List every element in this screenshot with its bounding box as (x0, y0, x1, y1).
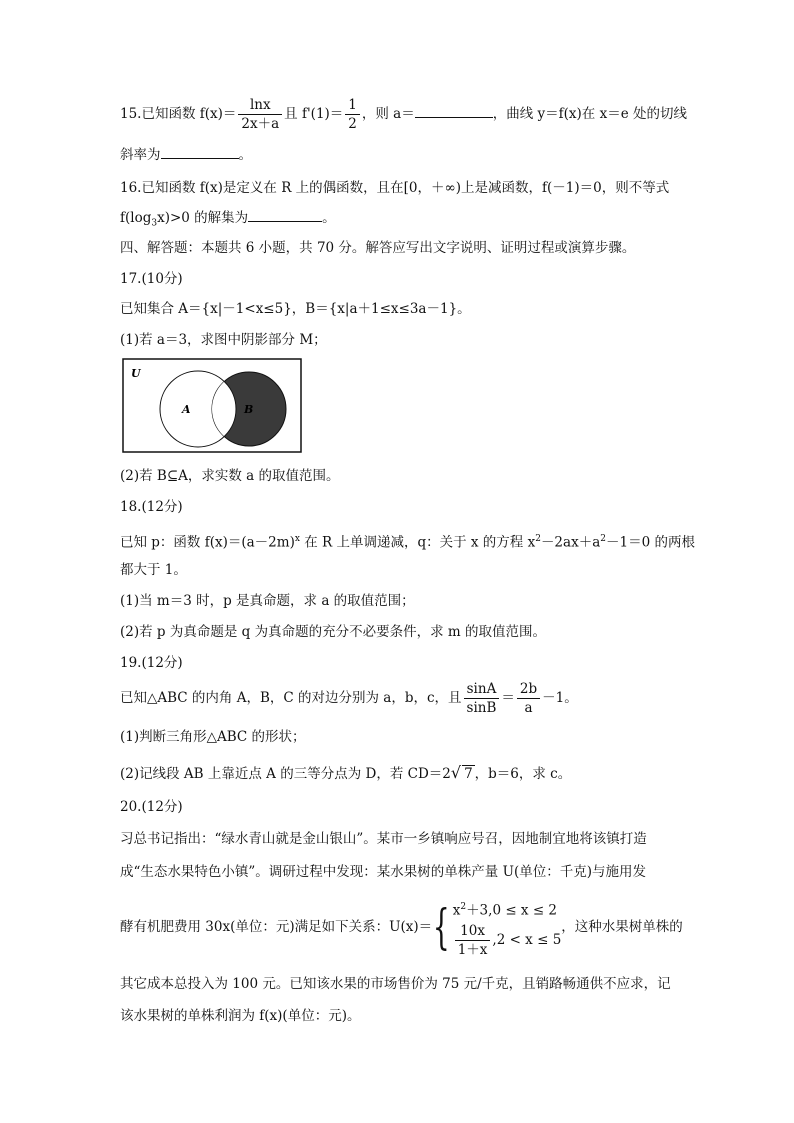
q19-l3a: (2)记线段 AB 上靠近点 A 的三等分点为 D，若 CD＝2 (120, 766, 451, 782)
q16-blank[interactable] (248, 207, 322, 222)
q19-line3 (120, 763, 571, 784)
q19-frac-2b (517, 680, 540, 717)
q15-frac-den: 2x＋a (241, 116, 280, 132)
q20-piecewise (453, 896, 562, 959)
q16-mid: x)>0 的解集为 (157, 210, 249, 226)
q20-case1-sup: 2 (460, 902, 467, 912)
q19-head: 19.(12分) (120, 655, 183, 671)
q20-l3b: ，这种水果树单株的 (561, 918, 683, 935)
q19-radicand: 7 (464, 766, 473, 782)
q17-line3: (2)若 B⊆A，求实数 a 的取值范围。 (120, 468, 340, 484)
q20-l3a: 酵有机肥费用 30x(单位：元)满足如下关系：U(x)＝ (120, 918, 433, 935)
q15-value-fraction (345, 96, 360, 133)
q18-l1a: 已知 p：函数 f(x)＝(a－2m) (120, 534, 295, 551)
q15-fraction (238, 96, 282, 133)
q19-f1-num: sinA (464, 680, 500, 699)
q18-l1c: －2ax＋a (540, 534, 601, 551)
q15-val-num: 1 (345, 96, 360, 115)
q20-case2-cond: ,2 < x ≤ 5 (492, 931, 562, 948)
q16-end: 。 (322, 210, 336, 226)
q19-f1-den: sinB (466, 700, 497, 716)
q15-after2: ，曲线 y＝f(x)在 x＝e 处的切线 (492, 106, 687, 122)
q16-line1: 16.已知函数 f(x)是定义在 R 上的偶函数，且在[0，＋∞)上是减函数，f(－1)＝0，则不等式 (120, 180, 670, 196)
venn-label-a: A (182, 403, 191, 416)
q20-case-1 (453, 896, 562, 922)
q19-f2-num: 2b (517, 680, 540, 699)
q15-val-den: 2 (348, 116, 357, 132)
venn-diagram (122, 358, 302, 453)
q20-line3 (120, 896, 683, 959)
q20-line1: 习总书记指出：“绿水青山就是金山银山”。某市一乡镇响应号召，因地制宜地将该镇打造 (120, 831, 647, 847)
q16-pre: f(log (120, 210, 152, 226)
q15-after: ，则 a＝ (361, 106, 415, 122)
q19-frac-sin (464, 680, 500, 717)
q19-l1a: 已知△ABC 的内角 A，B，C 的对边分别为 a，b，c，且 (120, 690, 462, 706)
q15-prefix: 15.已知函数 f(x)＝ (120, 106, 237, 122)
q15-end: 。 (238, 147, 252, 163)
venn-label-u: U (131, 367, 141, 380)
q20-case2-den: 1＋x (457, 941, 488, 958)
q18-line2: 都大于 1。 (120, 562, 187, 578)
section-four-heading: 四、解答题：本题共 6 小题，共 70 分。解答应写出文字说明、证明过程或演算步骤。 (120, 240, 636, 256)
q18-sup-x: x (294, 534, 300, 544)
q15-blank-1[interactable] (415, 103, 493, 118)
q20-case1-x: x (452, 902, 461, 919)
q18-line1 (120, 529, 695, 553)
q18-sup-2a: 2 (535, 534, 541, 544)
q20-case-2 (453, 922, 562, 959)
q16-sub: 3 (151, 218, 158, 229)
q19-line2: (1)判断三角形△ABC 的形状； (120, 729, 306, 745)
q19-f2-den: a (524, 700, 533, 716)
q20-line2: 成“生态水果特色小镇”。调研过程中发现：某水果树的单株产量 U(单位：千克)与施用发 (120, 864, 647, 880)
q20-line5: 该水果树的单株利润为 f(x)(单位：元)。 (120, 1008, 361, 1024)
q20-line4: 其它成本总投入为 100 元。已知该水果的市场售价为 75 元/千克，且销路畅通供不应求，记 (120, 976, 671, 992)
q15-line2-text: 斜率为 (120, 147, 161, 163)
q19-eq: ＝ (501, 690, 515, 706)
q19-line1 (120, 680, 578, 717)
q20-case2-num: 10x (455, 922, 491, 941)
venn-label-b: B (244, 403, 254, 416)
q20-head: 20.(12分) (120, 799, 183, 815)
q18-line4: (2)若 p 为真命题是 q 为真命题的充分不必要条件，求 m 的取值范围。 (120, 624, 546, 640)
q19-l1b: －1。 (542, 690, 578, 706)
q15-blank-2[interactable] (161, 144, 239, 159)
q17-line1: 已知集合 A＝{x|－1<x≤5}，B＝{x|a＋1≤x≤3a－1}。 (120, 301, 471, 317)
q18-head: 18.(12分) (120, 499, 183, 515)
q18-l1b: 在 R 上单调递减，q：关于 x 的方程 x (299, 534, 536, 551)
q19-l3b: ，b＝6，求 c。 (474, 766, 572, 782)
q18-sup-2b: 2 (600, 534, 606, 544)
q18-line3: (1)当 m＝3 时，p 是真命题，求 a 的取值范围； (120, 593, 415, 609)
q20-case2-frac (455, 922, 491, 959)
q18-l1d: －1＝0 的两根 (605, 534, 695, 551)
q16-line2 (120, 207, 336, 234)
sqrt-icon: √ (450, 763, 462, 782)
q15-frac-num: lnx (238, 96, 282, 115)
q15-mid: 且 f'(1)＝ (284, 106, 344, 122)
q17-head: 17.(10分) (120, 271, 183, 287)
q15-line1 (120, 96, 687, 133)
q17-line2: (1)若 a＝3，求图中阴影部分 M； (120, 332, 327, 348)
left-brace-icon: { (433, 899, 450, 956)
q15-line2 (120, 144, 252, 165)
q20-case1-cond: ＋3,0 ≤ x ≤ 2 (466, 902, 558, 919)
